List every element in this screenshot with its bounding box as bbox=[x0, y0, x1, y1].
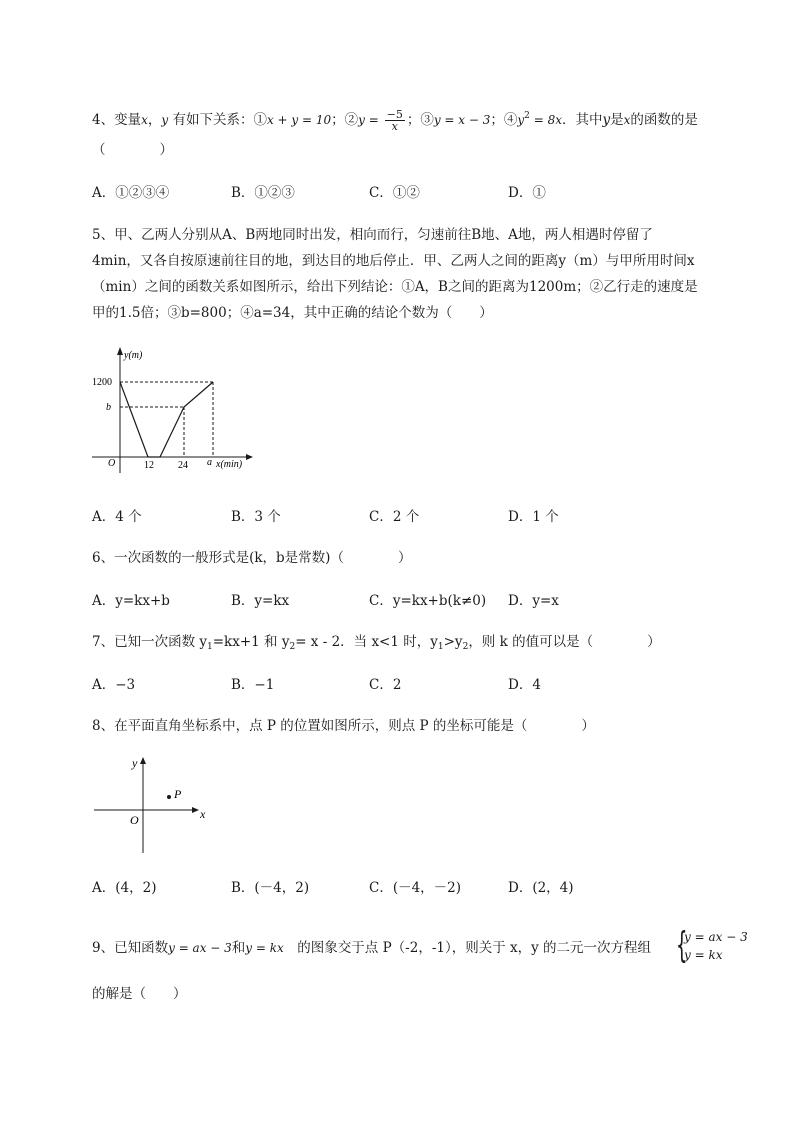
q4-text-c: ．其中 bbox=[562, 112, 603, 128]
q9-text-c: 的图象交于点 P（-2，-1），则关于 x，y 的二元一次方程组 bbox=[283, 940, 652, 956]
q5-number: 5、 bbox=[92, 227, 115, 243]
q7-sub1: 1 bbox=[207, 642, 213, 652]
q4-eq2-lhs: y = bbox=[358, 113, 383, 127]
q4-text-d: 是 bbox=[610, 112, 624, 128]
q4-eq1: x + y = 10 bbox=[266, 113, 332, 127]
q8-x-label: x bbox=[200, 807, 206, 821]
q9-brace: { bbox=[676, 925, 688, 966]
q9-func2: y = kx bbox=[245, 941, 284, 955]
q7-sub2: 2 bbox=[289, 642, 296, 652]
q5-option-a[interactable]: A．4 个 bbox=[92, 509, 142, 525]
q6-option-a[interactable]: A．y=kx+b bbox=[92, 593, 170, 609]
q7-option-b[interactable]: B．−1 bbox=[231, 677, 275, 693]
q7-text-c: = x - 2．当 x<1 时，y bbox=[295, 634, 438, 650]
q4-eq2-num: −5 bbox=[386, 108, 403, 121]
q4-number: 4、 bbox=[92, 112, 115, 128]
q7-stem bbox=[92, 632, 661, 657]
q9-stem bbox=[92, 938, 651, 958]
q5-tick-b: b bbox=[106, 402, 111, 413]
q9-sys-eq1: y = ax − 3 bbox=[684, 930, 748, 944]
q7-sub4: 2 bbox=[462, 642, 469, 652]
q4-text-e: 的函数的是 bbox=[630, 112, 698, 128]
q4-option-d[interactable]: D．① bbox=[508, 185, 546, 201]
q7-option-c[interactable]: C．2 bbox=[369, 677, 402, 693]
q7-text-a: 7、已知一次函数 y bbox=[92, 634, 208, 650]
q4-t2: ；② bbox=[331, 112, 359, 128]
q7-option-d[interactable]: D．4 bbox=[508, 677, 541, 693]
q6-stem: 6、一次函数的一般形式是(k，b是常数)（ ） bbox=[92, 550, 412, 566]
q8-coordinate-graph bbox=[90, 755, 220, 857]
q4-option-b[interactable]: B．①②③ bbox=[231, 185, 295, 201]
q6-option-d[interactable]: D．y=x bbox=[508, 593, 559, 609]
q4-var-x: x bbox=[141, 113, 148, 127]
q4-var-x2: x bbox=[623, 113, 631, 127]
q5-x-label: x(min) bbox=[216, 459, 243, 470]
q9-stem-line2: 的解是（ ） bbox=[92, 986, 187, 1002]
q8-x-arrow bbox=[192, 807, 199, 813]
q9-text-a: 9、已知函数 bbox=[92, 940, 169, 956]
q5-tick-1200: 1200 bbox=[92, 377, 112, 388]
q4-eq4-a: y bbox=[517, 113, 525, 127]
q8-stem: 8、在平面直角坐标系中，点 P 的位置如图所示，则点 P 的坐标可能是（ ） bbox=[92, 718, 595, 734]
q4-eq3: y = x − 3 bbox=[433, 113, 491, 127]
q5-stem-line1 bbox=[92, 225, 653, 245]
q6-option-c[interactable]: C．y=kx+b(k≠0) bbox=[369, 593, 487, 609]
q5-tick-a: a bbox=[207, 457, 212, 468]
q8-option-b[interactable]: B．(－4，2) bbox=[231, 880, 310, 896]
q4-eq2-fraction bbox=[385, 109, 405, 132]
q5-y-label: y(m) bbox=[124, 350, 143, 361]
q5-line1-text: 甲、乙两人分别从A、B两地同时出发，相向而行，匀速前往B地、A地，两人相遇时停留了 bbox=[114, 227, 653, 243]
q8-y-label: y bbox=[132, 756, 138, 770]
q4-t3: ；③ bbox=[406, 112, 434, 128]
q5-function-line bbox=[120, 382, 213, 457]
q5-x-arrow bbox=[246, 454, 253, 460]
q7-text-d: >y bbox=[443, 634, 463, 650]
q5-y-arrow bbox=[117, 347, 123, 355]
q8-option-c[interactable]: C．(－4，－2) bbox=[369, 880, 462, 896]
q4-answer-paren: （ ） bbox=[92, 142, 173, 158]
q4-t4: ；④ bbox=[490, 112, 518, 128]
q4-text-a: 变量 bbox=[114, 112, 142, 128]
q4-var-y: y bbox=[161, 113, 169, 127]
q4-var-y2: y bbox=[602, 112, 611, 128]
q7-option-a[interactable]: A．−3 bbox=[92, 677, 136, 693]
q9-text-b: 和 bbox=[231, 940, 246, 956]
q5-option-d[interactable]: D．1 个 bbox=[508, 509, 559, 525]
q4-option-c[interactable]: C．①② bbox=[369, 185, 420, 201]
q5-stem-line2: 4min，又各自按原速前往目的地，到达目的地后停止．甲、乙两人之间的距离y（m）与甲所用时间x bbox=[92, 253, 695, 269]
q6-option-b[interactable]: B．y=kx bbox=[231, 593, 290, 609]
q8-origin: O bbox=[130, 813, 139, 827]
q4-eq2-den: x bbox=[391, 120, 398, 133]
q4-eq4-b: = 8x bbox=[529, 113, 562, 127]
q7-text-e: ，则 k 的值可以是（ ） bbox=[468, 634, 661, 650]
q8-point-label: P bbox=[174, 787, 182, 801]
q8-option-d[interactable]: D．(2，4) bbox=[508, 880, 574, 896]
q4-sep: ， bbox=[147, 112, 162, 128]
q5-tick-12: 12 bbox=[144, 460, 154, 471]
q5-option-b[interactable]: B．3 个 bbox=[231, 509, 281, 525]
q4-eq4-exp: 2 bbox=[524, 111, 530, 121]
q7-sub3: 1 bbox=[437, 642, 444, 652]
q5-option-c[interactable]: C．2 个 bbox=[369, 509, 420, 525]
q5-distance-time-graph bbox=[88, 345, 258, 475]
q7-text-b: =kx+1 和 y bbox=[212, 634, 290, 650]
q8-y-arrow bbox=[140, 757, 146, 764]
q9-equations bbox=[684, 928, 748, 964]
q4-stem bbox=[92, 106, 698, 132]
q5-stem-line4: 甲的1.5倍；③b=800；④a=34，其中正确的结论个数为（ ） bbox=[92, 305, 493, 321]
q4-option-a[interactable]: A．①②③④ bbox=[92, 185, 170, 201]
q9-func1: y = ax − 3 bbox=[168, 941, 232, 955]
q5-origin: O bbox=[108, 458, 116, 469]
q9-sys-eq2: y = kx bbox=[684, 948, 723, 962]
q5-stem-line3: （min）之间的函数关系如图所示，给出下列结论：①A，B之间的距离为1200m；②乙行走的速度是 bbox=[92, 279, 698, 295]
q8-option-a[interactable]: A．(4，2) bbox=[92, 880, 157, 896]
q8-point-p bbox=[167, 795, 171, 799]
q5-tick-24: 24 bbox=[178, 460, 188, 471]
q4-text-b: 有如下关系：① bbox=[168, 112, 267, 128]
